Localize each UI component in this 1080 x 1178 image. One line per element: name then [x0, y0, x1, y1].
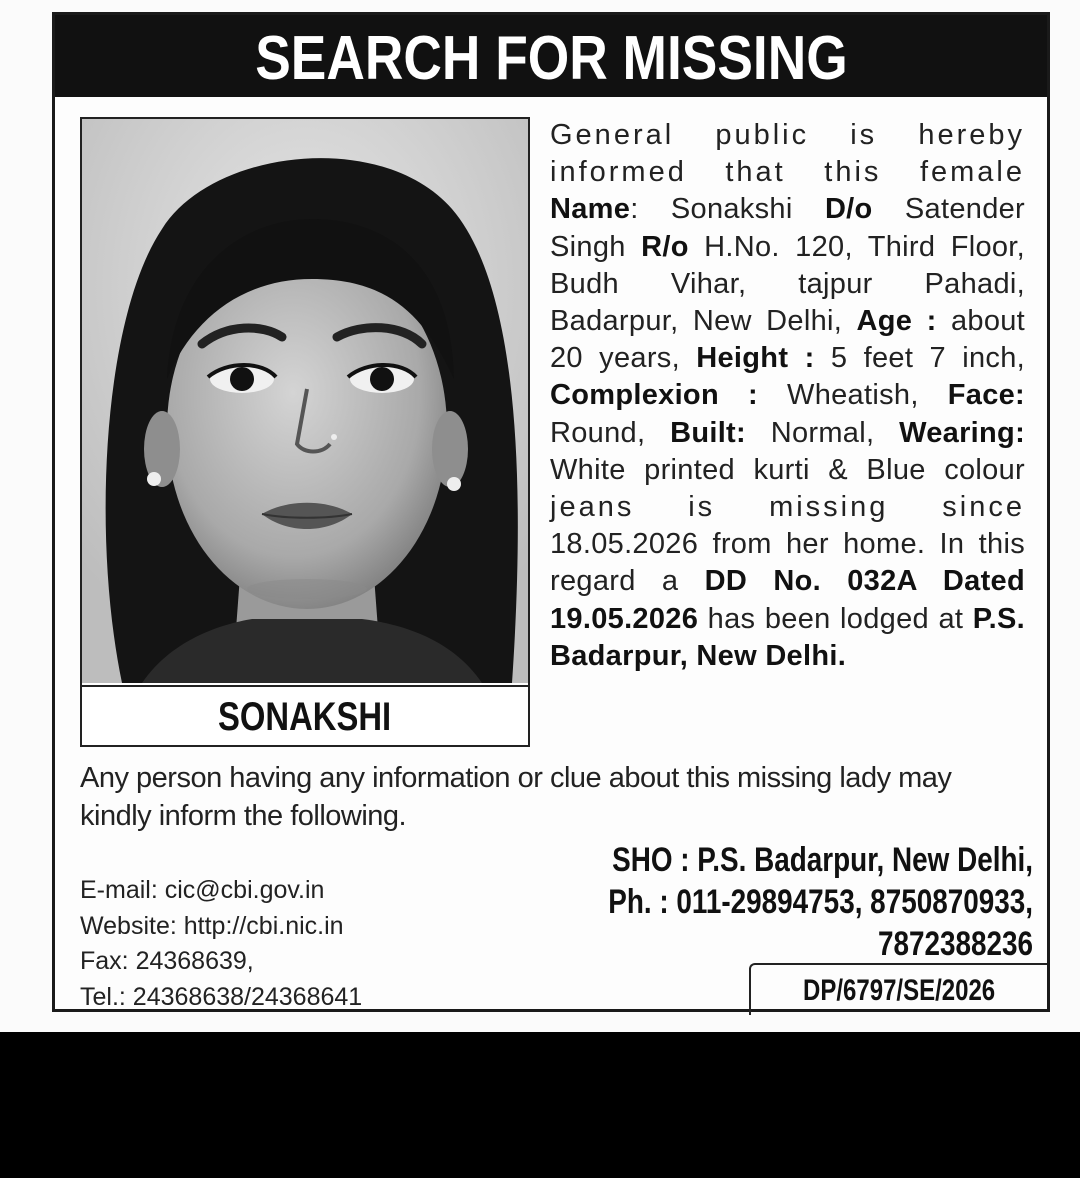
photo-frame	[80, 117, 530, 747]
sho-contact	[515, 839, 1033, 965]
cbi-contacts	[80, 873, 362, 1015]
name-label: Name	[550, 193, 631, 226]
reference-box	[749, 963, 1047, 1015]
lodged-text: has been lodged at	[707, 602, 964, 635]
appeal-text: Any person having any information or clue about this missing lady may kindly inform the following.	[80, 762, 952, 832]
sho-phone-2: 7872388236	[877, 925, 1033, 963]
intro-text: General public is hereby informed that this female	[550, 119, 1025, 189]
complexion-value: Wheatish,	[787, 379, 919, 412]
portrait-illustration	[82, 119, 528, 683]
face-label: Face:	[947, 379, 1026, 412]
notice-title: SEARCH FOR MISSING	[254, 24, 848, 93]
contact-email: E-mail: cic@cbi.gov.in	[80, 876, 325, 904]
person-name-caption: SONAKSHI	[218, 695, 392, 739]
missing-person-notice	[52, 12, 1050, 1012]
police-station: P.S. Badarpur, New Delhi.	[550, 602, 1026, 672]
photo-caption	[82, 685, 528, 745]
contact-fax: Fax: 24368639,	[80, 947, 254, 975]
resident-of-label: R/o	[641, 230, 689, 263]
address-text: H.No. 120, Third Floor, Budh Vihar, tajpur Pahadi, Badarpur, New Delhi,	[550, 230, 1026, 338]
person-description	[550, 117, 1025, 675]
height-value: 5 feet 7 inch,	[830, 342, 1025, 375]
dd-number: DD No. 032A Dated 19.05.2026	[550, 565, 1025, 635]
name-value: : Sonakshi	[630, 193, 793, 226]
missing-person-photo	[82, 119, 528, 683]
contact-website: Website: http://cbi.nic.in	[80, 911, 344, 940]
sho-station: SHO : P.S. Badarpur, New Delhi,	[612, 841, 1033, 879]
age-value: about 20 years,	[550, 305, 1026, 375]
age-label: Age :	[856, 305, 937, 338]
wearing-label: Wearing:	[899, 416, 1026, 449]
height-label: Height :	[696, 342, 815, 375]
reference-number: DP/6797/SE/2026	[802, 974, 996, 1007]
face-value: Round,	[550, 416, 646, 449]
daughter-of-label: D/o	[824, 193, 873, 226]
contact-tel: Tel.: 24368638/24368641	[80, 982, 363, 1011]
wearing-value: White printed kurti & Blue colour	[550, 453, 1025, 486]
father-name: Satender Singh	[550, 193, 1026, 263]
missing-text: jeans is missing since	[550, 491, 1025, 524]
notice-banner	[55, 15, 1047, 97]
built-label: Built:	[670, 416, 746, 449]
sho-phone: Ph. : 011-29894753, 8750870933,	[608, 883, 1033, 921]
built-value: Normal,	[770, 416, 875, 449]
missing-since-text: 18.05.2026 from her home. In this regard a	[550, 528, 1025, 598]
complexion-label: Complexion :	[550, 379, 758, 412]
